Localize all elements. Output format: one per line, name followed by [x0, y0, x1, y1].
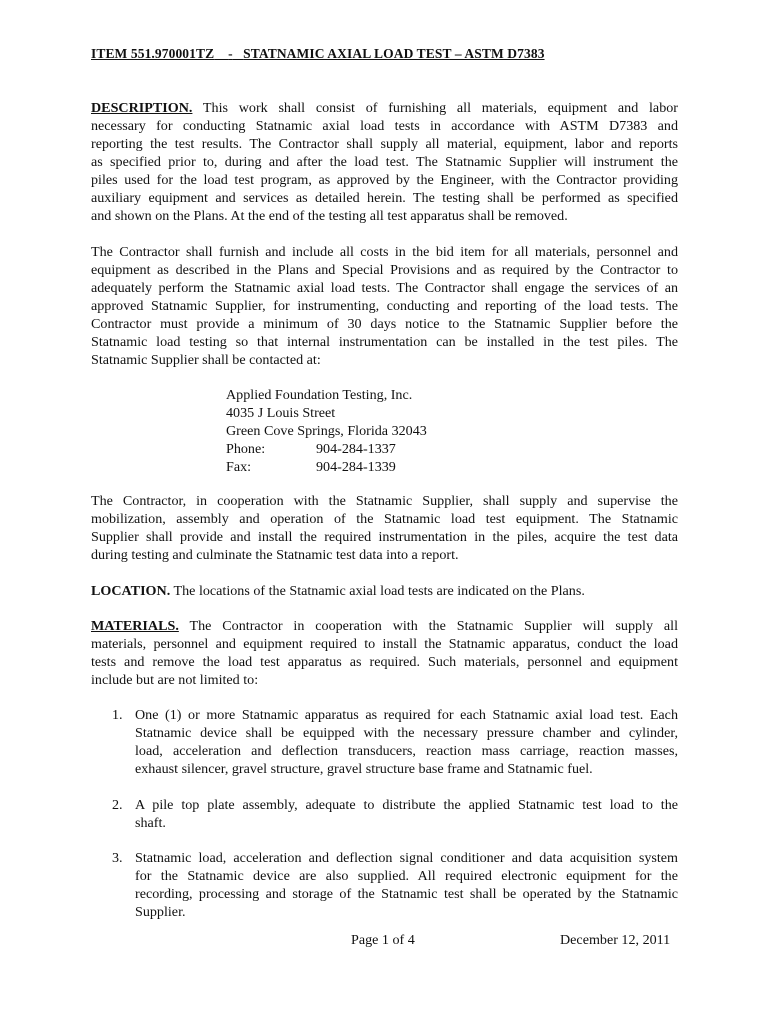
materials-list: [112, 849, 678, 921]
paragraph-line: Supplier shall provide and install the required instrumentation in the piles, acquire the test data: [91, 529, 678, 545]
page-number: Page 1 of 4: [351, 932, 415, 948]
fax-row: [226, 458, 427, 476]
city-state-zip: Green Cove Springs, Florida 32043: [226, 423, 427, 439]
paragraph-line: The Contractor, in cooperation with the Statnamic Supplier, shall supply and supervise the: [91, 493, 678, 509]
materials-section: [91, 617, 678, 689]
title-separator: -: [228, 46, 233, 61]
list-line: Statnamic device shall be equipped with the necessary pressure chamber and cylinder,: [135, 725, 678, 741]
materials-list: [112, 796, 678, 832]
description-line: auxiliary equipment and services as detailed herein. The testing shall be performed as specified: [91, 190, 678, 206]
description-line: piles used for the load test program, as approved by the Engineer, with the Contractor providing: [91, 172, 678, 188]
item-number: ITEM 551.970001TZ: [91, 46, 215, 61]
phone-row: [226, 440, 427, 458]
list-line: exhaust silencer, gravel structure, gravel structure base frame and Statnamic fuel.: [135, 761, 593, 777]
location-line: [91, 582, 678, 600]
location-text: The locations of the Statnamic axial load tests are indicated on the Plans.: [173, 583, 585, 599]
paragraph-line: The Contractor shall furnish and include all costs in the bid item for all materials, personnel and: [91, 244, 678, 260]
paragraph-line: Statnamic load testing so that internal instrumentation can be installed in the test piles. The: [91, 334, 678, 350]
materials-list: [112, 706, 678, 778]
paragraph-line: Statnamic Supplier shall be contacted at:: [91, 352, 321, 368]
description-line: and shown on the Plans. At the end of the testing all test apparatus shall be removed.: [91, 208, 568, 224]
street-address: 4035 J Louis Street: [226, 405, 336, 421]
fax-number: 904-284-1339: [316, 459, 396, 475]
item-title: [91, 46, 545, 62]
document-date: December 12, 2011: [560, 932, 671, 948]
description-line: DESCRIPTION. This work shall consist of furnishing all materials, equipment and labor: [91, 100, 678, 116]
list-line: One (1) or more Statnamic apparatus as required for each Statnamic axial load test. Each: [135, 707, 678, 723]
list-number: 3.: [112, 850, 123, 866]
materials-line: MATERIALS. The Contractor in cooperation with the Statnamic Supplier will supply all: [91, 618, 678, 634]
paragraph-line: approved Statnamic Supplier, for instrumenting, conducting and reporting of the load tests. The: [91, 298, 678, 314]
paragraph-line: during testing and culminate the Statnamic test data into a report.: [91, 547, 459, 563]
contractor-paragraph: [91, 243, 678, 369]
paragraph-line: mobilization, assembly and operation of the Statnamic load test equipment. The Statnamic: [91, 511, 678, 527]
description-heading: DESCRIPTION.: [91, 100, 193, 116]
materials-line: tests and remove the load test apparatus as required. Such materials, personnel and equipment: [91, 654, 678, 670]
list-line: load, acceleration and deflection transducers, reaction mass carriage, reaction masses,: [135, 743, 678, 759]
fax-label: Fax:: [226, 459, 252, 475]
phone-number: 904-284-1337: [316, 441, 396, 457]
phone-label: Phone:: [226, 441, 266, 457]
list-item: [112, 796, 678, 832]
list-line: Statnamic load, acceleration and deflection signal conditioner and data acquisition system: [135, 850, 678, 866]
description-line: as specified prior to, during and after the load test. The Statnamic Supplier will instrument the: [91, 154, 678, 170]
list-item: [112, 849, 678, 921]
materials-line: include but are not limited to:: [91, 672, 259, 688]
list-line: A pile top plate assembly, adequate to distribute the applied Statnamic test load to the: [135, 797, 678, 813]
description-section: [91, 99, 678, 225]
list-number: 1.: [112, 707, 123, 723]
list-line: recording, processing and storage of the Statnamic test shall be operated by the Statnamic: [135, 886, 678, 902]
list-line: for the Statnamic device are also supplied. All required electronic equipment for the: [135, 868, 678, 884]
cooperation-paragraph: [91, 492, 678, 564]
location-heading: LOCATION.: [91, 583, 171, 599]
company-name: Applied Foundation Testing, Inc.: [226, 387, 413, 403]
paragraph-line: equipment as described in the Plans and Special Provisions and as required by the Contractor to: [91, 262, 678, 278]
materials-heading: MATERIALS.: [91, 618, 179, 634]
list-line: shaft.: [135, 815, 166, 831]
paragraph-line: Contractor must provide a minimum of 30 days notice to the Statnamic Supplier before the: [91, 316, 678, 332]
list-number: 2.: [112, 797, 123, 813]
supplier-address: [226, 386, 427, 476]
location-section: [91, 582, 678, 600]
materials-line: materials, personnel and equipment required to install the Statnamic apparatus, conduct the load: [91, 636, 678, 652]
description-line: reporting the test results. The Contractor shall supply all material, equipment, labor and reports: [91, 136, 678, 152]
paragraph-line: adequately perform the Statnamic axial load tests. The Contractor shall engage the services of an: [91, 280, 678, 296]
list-item: [112, 706, 678, 778]
description-line: necessary for conducting Statnamic axial load tests in accordance with ASTM D7383 and: [91, 118, 678, 134]
item-name: STATNAMIC AXIAL LOAD TEST – ASTM D7383: [243, 46, 545, 61]
list-line: Supplier.: [135, 904, 186, 920]
